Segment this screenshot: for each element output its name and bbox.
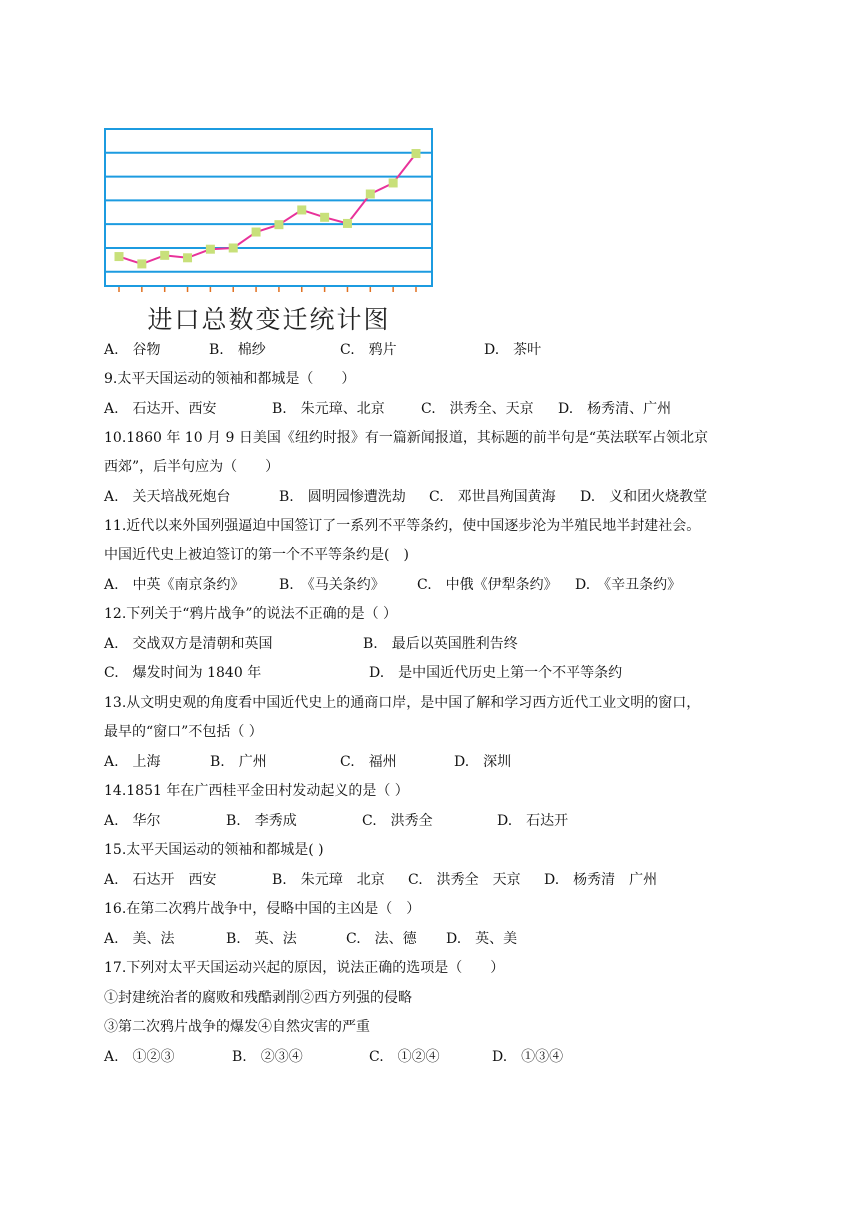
- q17-reason-line2: ③第二次鸦片战争的爆发④自然灾害的严重: [104, 1019, 370, 1035]
- q16-option-d: D. 英、美: [446, 931, 518, 947]
- q8-option-a: A. 谷物: [104, 342, 161, 358]
- q17-stem: 17.下列对太平天国运动兴起的原因，说法正确的选项是（ ）: [104, 960, 505, 976]
- q15-option-c: C. 洪秀全 天京: [408, 872, 521, 888]
- q12-option-d: D. 是中国近代历史上第一个不平等条约: [369, 665, 623, 681]
- data-point: [366, 190, 375, 199]
- data-point: [274, 220, 283, 229]
- q10-option-c: C. 邓世昌殉国黄海: [429, 489, 556, 505]
- q15-option-a: A. 石达开 西安: [104, 872, 217, 888]
- q17-reason-line1: ①封建统治者的腐败和残酷剥削②西方列强的侵略: [104, 990, 412, 1006]
- q16-option-b: B. 英、法: [226, 931, 297, 947]
- q14-option-a: A. 华尔: [104, 813, 161, 829]
- q11-stem-line2: 中国近代史上被迫签订的第一个不平等条约是( ): [104, 547, 409, 563]
- data-point: [115, 252, 124, 261]
- q15-stem: 15.太平天国运动的领袖和都城是( ): [104, 842, 324, 858]
- q12-option-c: C. 爆发时间为 1840 年: [104, 665, 262, 681]
- q10-stem-line1: 10.1860 年 10 月 9 日美国《纽约时报》有一篇新闻报道，其标题的前半句是“英法联军占领北京: [104, 430, 709, 446]
- q16-option-a: A. 美、法: [104, 931, 175, 947]
- data-point: [389, 178, 398, 187]
- q17-option-b: B. ②③④: [232, 1049, 303, 1065]
- q8-option-d: D. 茶叶: [484, 342, 542, 358]
- q12-option-a: A. 交战双方是清朝和英国: [104, 636, 273, 652]
- q9-option-b: B. 朱元璋、北京: [272, 401, 385, 417]
- q9-option-c: C. 洪秀全、天京: [421, 401, 534, 417]
- q14-option-b: B. 李秀成: [226, 813, 297, 829]
- q9-option-d: D. 杨秀清、广州: [558, 401, 672, 417]
- q16-stem: 16.在第二次鸦片战争中，侵略中国的主凶是（ ）: [104, 901, 421, 917]
- q15-option-d: D. 杨秀清 广州: [544, 872, 658, 888]
- data-point: [137, 259, 146, 268]
- q13-stem-line1: 13.从文明史观的角度看中国近代史上的通商口岸，是中国了解和学习西方近代工业文明的窗口，: [104, 695, 701, 711]
- q11-stem-line1: 11.近代以来外国列强逼迫中国签订了一系列不平等条约，使中国逐步沦为半殖民地半封建社会。: [104, 518, 701, 534]
- q17-option-c: C. ①②④: [369, 1049, 440, 1065]
- q10-option-d: D. 义和团火烧教堂: [580, 489, 708, 505]
- q13-option-d: D. 深圳: [454, 754, 512, 770]
- q9-stem: 9.太平天国运动的领袖和都城是（ ）: [104, 371, 356, 387]
- q11-option-b: B. 《马关条约》: [279, 577, 385, 593]
- data-point: [297, 205, 306, 214]
- q13-option-a: A. 上海: [104, 754, 161, 770]
- q14-option-d: D. 石达开: [497, 813, 569, 829]
- data-point: [252, 228, 261, 237]
- data-point: [229, 243, 238, 252]
- data-point: [183, 253, 192, 262]
- q8-option-c: C. 鸦片: [340, 342, 397, 358]
- q10-stem-line2: 西郊”，后半句应为（ ）: [104, 459, 280, 475]
- q14-option-c: C. 洪秀全: [362, 813, 433, 829]
- q16-option-c: C. 法、德: [346, 931, 417, 947]
- data-point: [343, 219, 352, 228]
- q15-option-b: B. 朱元璋 北京: [272, 872, 385, 888]
- q8-option-b: B. 棉纱: [209, 342, 266, 358]
- chart-title: 进口总数变迁统计图: [147, 305, 391, 334]
- q10-option-a: A. 关天培战死炮台: [104, 489, 231, 505]
- q17-option-a: A. ①②③: [104, 1049, 175, 1065]
- q9-option-a: A. 石达开、西安: [104, 401, 217, 417]
- q11-option-d: D. 《辛丑条约》: [575, 577, 682, 593]
- data-point: [320, 213, 329, 222]
- q14-stem: 14.1851 年在广西桂平金田村发动起义的是（ ）: [104, 783, 409, 799]
- data-point: [412, 149, 421, 158]
- data-point: [160, 251, 169, 260]
- import-total-chart: [104, 128, 434, 332]
- q10-option-b: B. 圆明园惨遭洗劫: [279, 489, 406, 505]
- q12-option-b: B. 最后以英国胜利告终: [363, 636, 518, 652]
- chart-plot: [104, 128, 434, 298]
- q13-option-b: B. 广州: [210, 754, 267, 770]
- q11-option-c: C. 中俄《伊犁条约》: [417, 577, 558, 593]
- q13-stem-line2: 最早的“窗口”不包括（ ）: [104, 724, 263, 740]
- q12-stem: 12.下列关于“鸦片战争”的说法不正确的是（ ）: [104, 606, 398, 622]
- data-point: [206, 245, 215, 254]
- q11-option-a: A. 中英《南京条约》: [104, 577, 245, 593]
- q17-option-d: D. ①③④: [492, 1049, 564, 1065]
- q13-option-c: C. 福州: [340, 754, 397, 770]
